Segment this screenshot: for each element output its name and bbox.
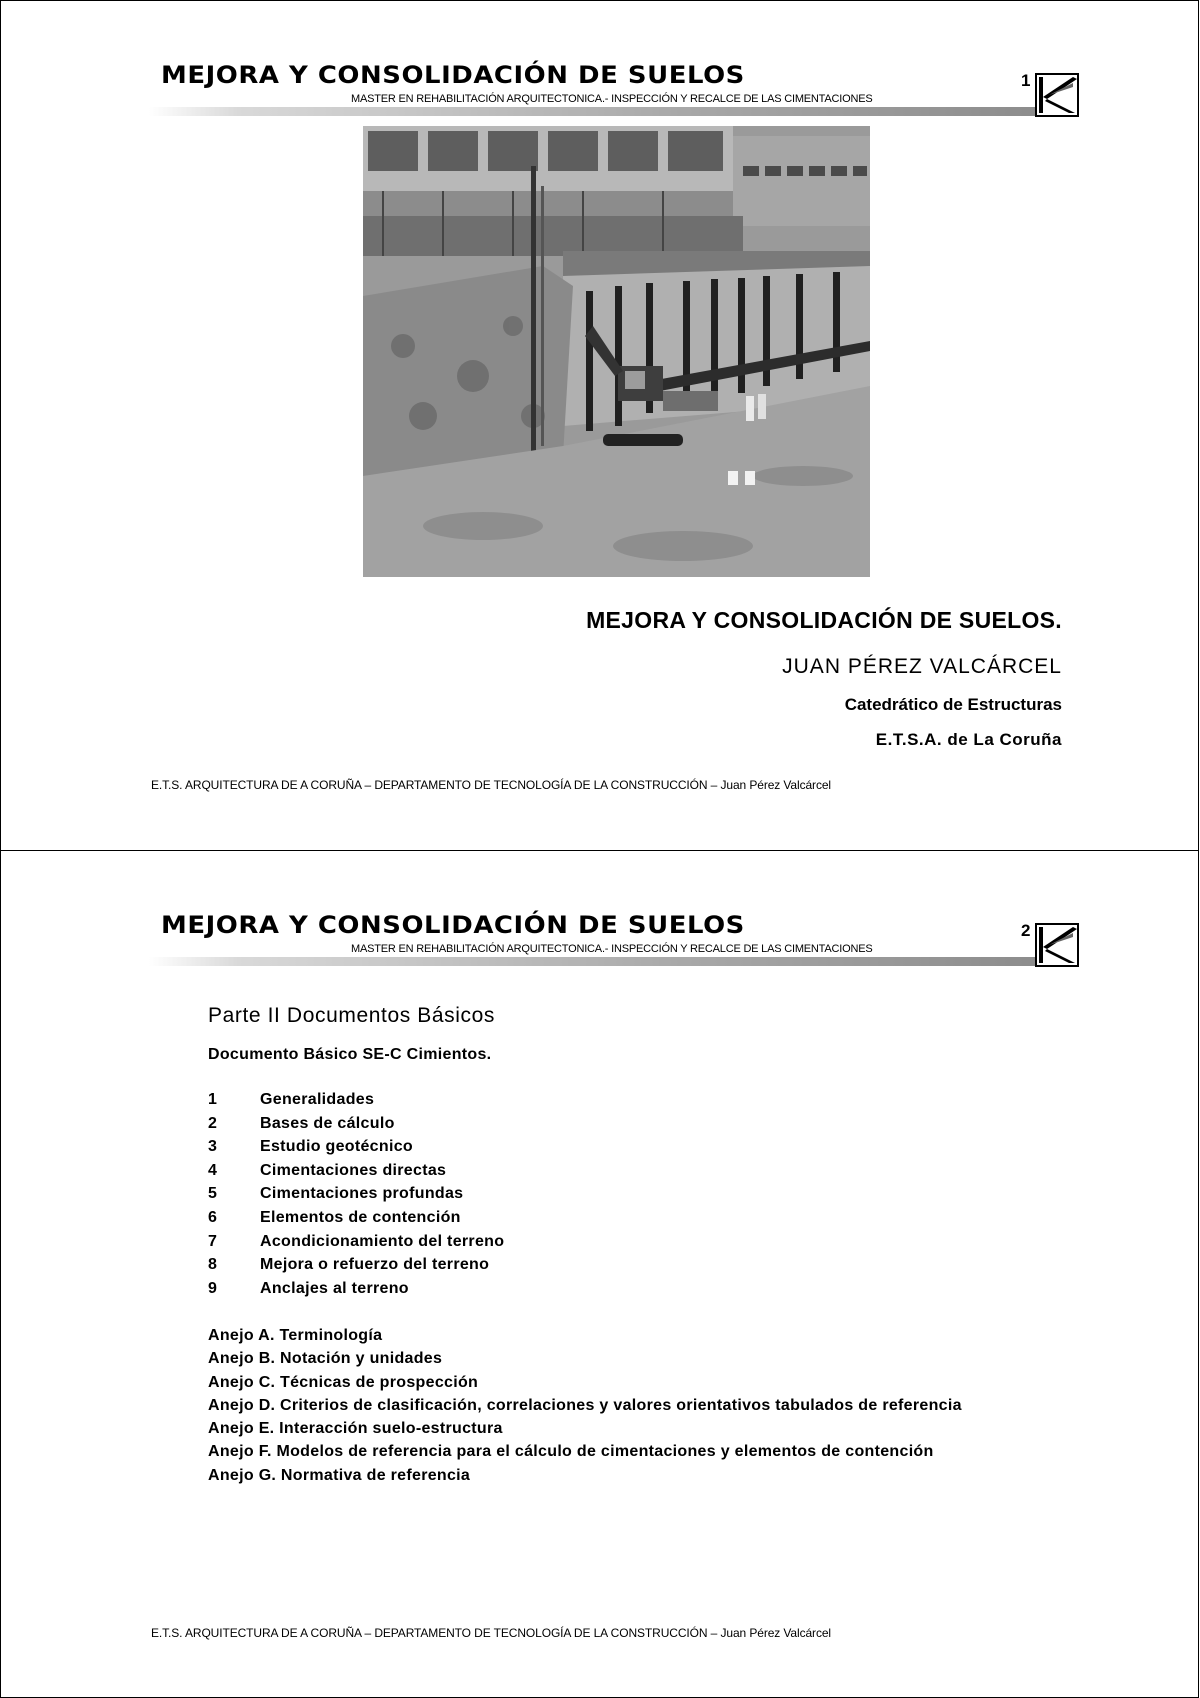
footer-text: E.T.S. ARQUITECTURA DE A CORUÑA – DEPARTAMENTO DE TECNOLOGÍA DE LA CONSTRUCCIÓN – Juan Pérez Valcárcel xyxy=(151,1626,831,1640)
author-role: Catedrático de Estructuras xyxy=(844,695,1062,714)
page-number: 1 xyxy=(1021,71,1031,90)
annex-item: Anejo E. Interacción suelo-estructura xyxy=(208,1420,503,1438)
toc-item-label: Mejora o refuerzo del terreno xyxy=(260,1256,490,1274)
footer-text: E.T.S. ARQUITECTURA DE A CORUÑA – DEPARTAMENTO DE TECNOLOGÍA DE LA CONSTRUCCIÓN – Juan Pérez Valcárcel xyxy=(151,778,831,792)
header-subtitle: MASTER EN REHABILITACIÓN ARQUITECTONICA.- INSPECCIÓN Y RECALCE DE LAS CIMENTACIONES xyxy=(351,93,873,105)
toc-item xyxy=(208,1256,504,1280)
toc-item-number: 1 xyxy=(208,1091,218,1108)
table-of-contents xyxy=(208,1091,504,1303)
author-name: JUAN PÉREZ VALCÁRCEL xyxy=(782,655,1062,678)
page-number: 2 xyxy=(1021,921,1031,940)
toc-item xyxy=(208,1233,504,1257)
toc-item-number: 5 xyxy=(208,1185,218,1203)
institution: E.T.S.A. de La Coruña xyxy=(875,730,1062,749)
header-title: MEJORA Y CONSOLIDACIÓN DE SUELOS xyxy=(161,911,745,939)
toc-item xyxy=(208,1138,504,1162)
toc-item-number: 2 xyxy=(208,1114,218,1132)
school-logo-icon xyxy=(1035,923,1079,967)
toc-item-label: Estudio geotécnico xyxy=(260,1138,413,1156)
annex-item: Anejo C. Técnicas de prospección xyxy=(208,1373,479,1391)
construction-site-photo xyxy=(363,126,870,577)
toc-item-label: Elementos de contención xyxy=(260,1208,461,1226)
toc-item-label: Acondicionamiento del terreno xyxy=(260,1232,505,1250)
toc-item xyxy=(208,1115,504,1139)
annex-item: Anejo F. Modelos de referencia para el cálculo de cimentaciones y elementos de contención xyxy=(208,1443,934,1461)
school-logo-icon xyxy=(1035,73,1079,117)
annex-item: Anejo G. Normativa de referencia xyxy=(208,1466,471,1484)
toc-item xyxy=(208,1185,504,1209)
toc-item xyxy=(208,1209,504,1233)
part-title: Parte II Documentos Básicos xyxy=(208,1004,495,1027)
toc-item-number: 6 xyxy=(208,1208,218,1226)
toc-item-number: 3 xyxy=(208,1138,218,1156)
document-title: Documento Básico SE-C Cimientos. xyxy=(208,1046,492,1063)
toc-item-number: 8 xyxy=(208,1256,218,1274)
toc-item-number: 7 xyxy=(208,1232,218,1250)
toc-item-label: Generalidades xyxy=(260,1091,375,1108)
toc-item-label: Cimentaciones directas xyxy=(260,1161,447,1179)
toc-item-label: Anclajes al terreno xyxy=(260,1279,409,1297)
annex-item: Anejo B. Notación y unidades xyxy=(208,1350,443,1368)
header-bar xyxy=(149,107,1039,116)
toc-item xyxy=(208,1091,504,1115)
toc-item-number: 4 xyxy=(208,1161,218,1179)
slide-2 xyxy=(0,850,1199,1698)
toc-item-label: Cimentaciones profundas xyxy=(260,1185,464,1203)
annex-item: Anejo A. Terminología xyxy=(208,1327,383,1344)
header-subtitle: MASTER EN REHABILITACIÓN ARQUITECTONICA.- INSPECCIÓN Y RECALCE DE LAS CIMENTACIONES xyxy=(351,943,873,955)
header-title: MEJORA Y CONSOLIDACIÓN DE SUELOS xyxy=(161,61,745,89)
annex-list xyxy=(208,1324,1008,1487)
toc-item-number: 9 xyxy=(208,1279,218,1297)
toc-item-label: Bases de cálculo xyxy=(260,1114,395,1132)
main-title: MEJORA Y CONSOLIDACIÓN DE SUELOS. xyxy=(586,607,1062,633)
toc-item xyxy=(208,1280,504,1304)
header-bar xyxy=(149,957,1039,966)
toc-item xyxy=(208,1162,504,1186)
annex-item: Anejo D. Criterios de clasificación, correlaciones y valores orientativos tabulados de referencia xyxy=(208,1396,962,1414)
